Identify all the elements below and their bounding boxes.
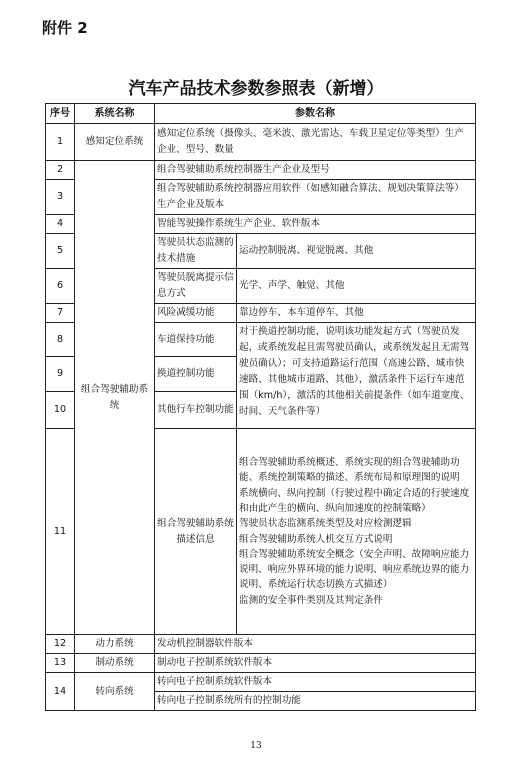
system-name: 制动系统 bbox=[75, 654, 155, 673]
param-prefix: 组合驾驶辅助系统描述信息 bbox=[155, 429, 237, 635]
row-no: 5 bbox=[46, 234, 75, 269]
row-no: 3 bbox=[46, 180, 75, 215]
header-params: 参数名称 bbox=[155, 104, 476, 124]
row-no: 14 bbox=[46, 673, 75, 711]
param-prefix: 驾驶员脱离提示信息方式 bbox=[155, 269, 237, 304]
param-prefix: 风险减缓功能 bbox=[155, 304, 237, 323]
system-name: 转向系统 bbox=[75, 673, 155, 711]
param-text: 组合驾驶辅助系统概述、系统实现的组合驾驶辅助功能、系统控制策略的描述、系统布局和原理图的说明 系统横向、纵向控制（行驶过程中确定合适的行驶速度和由此产生的横向、纵向加速度的控制策略） 驾驶员状态监测系统类型及对应检测逻辑 组合驾驶辅助系统人机交互方式说明 组合驾驶辅助系统安全概念（安全声明、故障响应能力说明、响应外界环境的能力说明、响应系统边界的能力说明、系统运行状态切换方式描述） 监测的安全事件类别及其判定条件 bbox=[237, 429, 476, 635]
param-text: 组合驾驶辅助系统控制器生产企业及型号 bbox=[155, 161, 476, 180]
header-system: 系统名称 bbox=[75, 104, 155, 124]
table-header-row bbox=[46, 104, 476, 124]
row-no: 11 bbox=[46, 429, 75, 635]
param-text: 组合驾驶辅助系统控制器应用软件（如感知融合算法、规划决策算法等）生产企业及版本 bbox=[155, 180, 476, 215]
param-prefix: 车道保持功能 bbox=[155, 323, 237, 357]
row-no: 10 bbox=[46, 392, 75, 429]
param-text: 感知定位系统（摄像头、毫米波、激光雷达、车载卫星定位等类型）生产企业、型号、数量 bbox=[155, 124, 476, 161]
row-no: 6 bbox=[46, 269, 75, 304]
page-title: 汽车产品技术参数参照表（新增） bbox=[128, 79, 384, 99]
param-text: 光学、声学、触觉、其他 bbox=[237, 269, 476, 304]
row-no: 1 bbox=[46, 124, 75, 161]
system-name: 动力系统 bbox=[75, 635, 155, 654]
system-name: 组合驾驶辅助系统 bbox=[75, 161, 155, 635]
param-text: 对于换道控制功能，说明该功能发起方式（驾驶员发起，或系统发起且需驾驶员确认，或系统发起且无需驾驶员确认）；可支持道路运行范围（高速公路、城市快速路、其他城市道路、其他），激活条件下运行车速范围（km/h），激活的其他相关前提条件（如车道宽度、时间、天气条件等） bbox=[237, 323, 476, 429]
table-row bbox=[46, 654, 476, 673]
table-row bbox=[46, 124, 476, 161]
row-no: 9 bbox=[46, 357, 75, 392]
table-row bbox=[46, 161, 476, 180]
header-no: 序号 bbox=[46, 104, 75, 124]
table-row bbox=[46, 673, 476, 692]
param-text: 制动电子控制系统软件版本 bbox=[155, 654, 476, 673]
param-text: 转向电子控制系统软件版本 bbox=[155, 673, 476, 692]
table-row bbox=[46, 635, 476, 654]
param-text: 智能驾驶操作系统生产企业、软件版本 bbox=[155, 215, 476, 234]
param-prefix: 驾驶员状态监测的技术措施 bbox=[155, 234, 237, 269]
row-no: 7 bbox=[46, 304, 75, 323]
row-no: 2 bbox=[46, 161, 75, 180]
row-no: 8 bbox=[46, 323, 75, 357]
param-prefix: 换道控制功能 bbox=[155, 357, 237, 392]
row-no: 4 bbox=[46, 215, 75, 234]
parameter-table bbox=[45, 103, 476, 711]
param-text: 发动机控制器软件版本 bbox=[155, 635, 476, 654]
attachment-label: 附件 2 bbox=[42, 19, 88, 37]
param-text: 运动控制脱离、视觉脱离、其他 bbox=[237, 234, 476, 269]
row-no: 13 bbox=[46, 654, 75, 673]
param-prefix: 其他行车控制功能 bbox=[155, 392, 237, 429]
row-no: 12 bbox=[46, 635, 75, 654]
param-text: 靠边停车、本车道停车、其他 bbox=[237, 304, 476, 323]
page-number: 13 bbox=[250, 741, 262, 751]
system-name: 感知定位系统 bbox=[75, 124, 155, 161]
param-text: 转向电子控制系统所有的控制功能 bbox=[155, 692, 476, 711]
